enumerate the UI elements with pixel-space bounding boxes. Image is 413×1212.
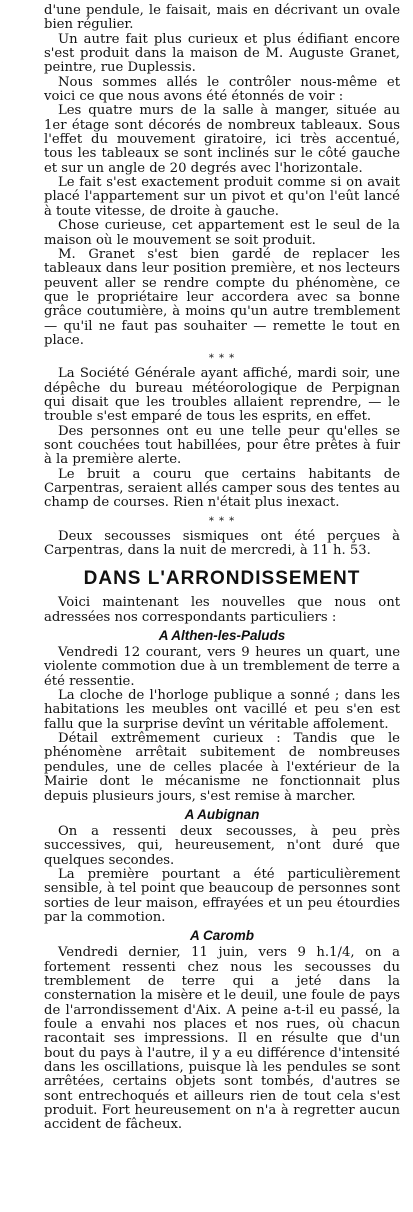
subsection-title: A Althen-les-Paluds xyxy=(158,628,286,644)
paragraph: M. Granet s'est bien gardé de replacer les tableaux dans leur position première, et nos lecteurs peuvent aller se rendre compte du phénomène, ce que le propriétaire leur accordera avec sa bonne grâce coutumière, à moins qu'un autre tremblement — qu'il ne faut pas souhaiter — remette le tout en place. xyxy=(44,246,400,348)
section-intro: Voici maintenant les nouvelles que nous ont adressées nos correspondants particuliers : xyxy=(44,595,400,625)
section-separator-stars: * * * xyxy=(208,353,236,365)
paragraph: Vendredi dernier, 11 juin, vers 9 h.1/4, on a fortement ressenti chez nous les secousses du tremblement de terre qui a jeté dans la consternation la misère et le deuil, une foule de pays de l'arrondissement d'Aix. A peine a-t-il eu passé, la foule a envahi nos places et nos rues, où chacun racontait ses impressions. Il en résulte que d'un bout du pays à l'autre, il y a eu différence d'intensité dans les oscillations, puisque là les pendules se sont arrêtées, certains objets sont tombés, d'autres se sont entrechoqués et ailleurs rien de tout cela s'est produit. Fort heureusement on n'a à regretter aucun accident de fâcheux. xyxy=(44,945,400,1133)
paragraph: Le bruit a couru que certains habitants de Carpentras, seraient allés camper sous des tentes au champ de courses. Rien n'était plus inexact. xyxy=(44,466,400,511)
paragraph: Des personnes ont eu une telle peur qu'elles se sont couchées tout habillées, pour être prêtes à fuir à la première alerte. xyxy=(44,423,400,468)
paragraph: Chose curieuse, cet appartement est le seul de la maison où le mouvement se soit produit. xyxy=(44,218,400,248)
paragraph: Le fait s'est exactement produit comme si on avait placé l'appartement sur un pivot et qu'on l'eût lancé à toute vitesse, de droite à gauche. xyxy=(44,175,400,219)
newspaper-column xyxy=(44,4,400,1133)
paragraph: d'une pendule, le faisait, mais en décrivant un ovale bien régulier. xyxy=(44,3,400,33)
subsection-title: A Aubignan xyxy=(184,806,260,822)
paragraph: On a ressenti deux secousses, à peu près successives, qui, heureusement, n'ont duré que quelques secondes. xyxy=(44,823,400,868)
paragraph: La cloche de l'horloge publique a sonné ; dans les habitations les meubles ont vacillé et peu s'en est fallu que la surprise devînt un véritable affolement. xyxy=(44,688,400,732)
paragraph: La première pourtant a été particulièrement sensible, à tel point que beaucoup de personnes sont sorties de leur maison, effrayées et un peu étourdies par la commotion. xyxy=(44,866,400,925)
paragraph: Les quatre murs de la salle à manger, située au 1er étage sont décorés de nombreux tableaux. Sous l'effet du mouvement giratoire, ici très accentué, tous les tableaux se sont inclinés sur le côté gauche et sur un angle de 20 degrés avec l'horizontale. xyxy=(44,103,400,176)
paragraph: Un autre fait plus curieux et plus édifiant encore s'est produit dans la maison de M. Auguste Granet, peintre, rue Duplessis. xyxy=(44,31,400,76)
paragraph: Détail extrêmement curieux : Tandis que le phénomène arrêtait subitement de nombreuses pendules, une de celles placée à l'extérieur de la Mairie dont le mécanisme ne fonctionnait plus depuis plusieurs jours, s'est remise à marcher. xyxy=(44,731,400,804)
subsection-title: A Caromb xyxy=(189,928,254,944)
paragraph: Deux secousses sismiques ont été perçues à Carpentras, dans la nuit de mercredi, à 11 h. 53. xyxy=(44,528,400,559)
paragraph: Vendredi 12 courant, vers 9 heures un quart, une violente commotion due à un tremblement de terre a été ressentie. xyxy=(44,645,400,689)
section-separator-stars: * * * xyxy=(208,515,236,527)
paragraph: La Société Générale ayant affiché, mardi soir, une dépêche du bureau météorologique de Perpignan qui disait que les troubles allaient reprendre, — le trouble s'est emparé de tous les esprits, en effet. xyxy=(44,366,400,425)
section-heading: DANS L'ARRONDISSEMENT xyxy=(83,568,361,590)
paragraph: Nous sommes allés le contrôler nous-même et voici ce que nous avons été étonnés de voir : xyxy=(44,74,400,105)
